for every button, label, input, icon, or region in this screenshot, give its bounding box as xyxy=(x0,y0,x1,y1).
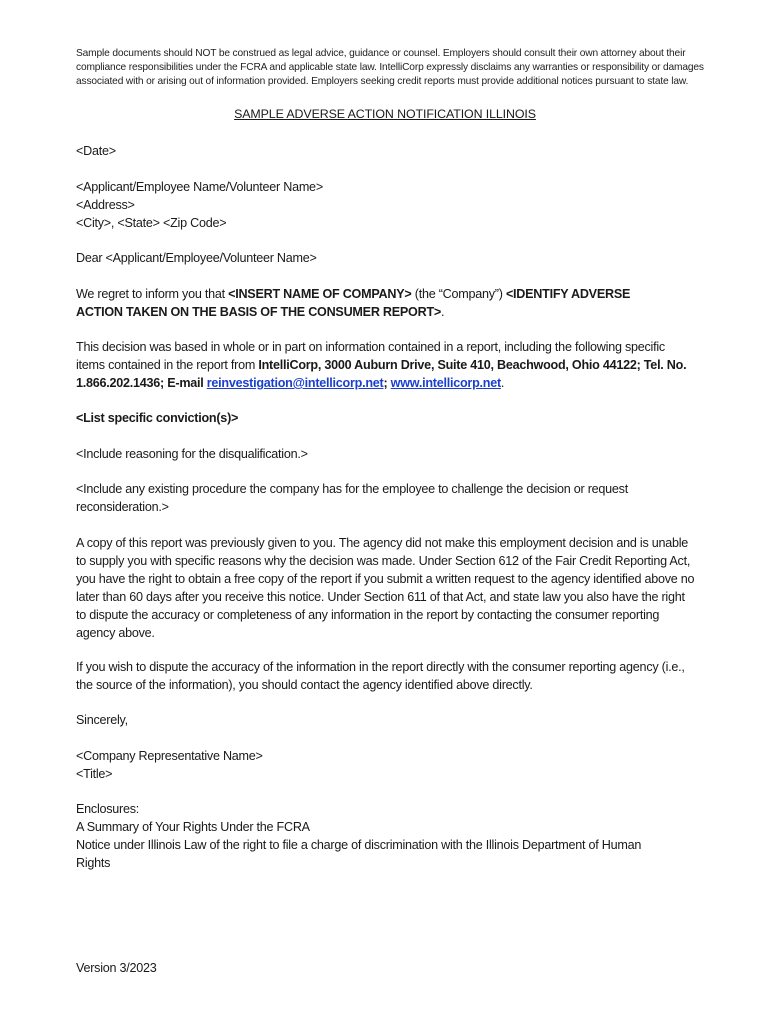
paragraph-report-source xyxy=(76,338,696,392)
recipient-name: <Applicant/Employee Name/Volunteer Name> xyxy=(76,180,323,194)
convictions-heading: <List specific conviction(s)> xyxy=(76,411,239,425)
recipient-city-state-zip: <City>, <State> <Zip Code> xyxy=(76,216,227,230)
enclosure-item: Notice under Illinois Law of the right to file a charge of discrimination with the Illinois Department of Human Rights xyxy=(76,838,642,870)
para2-end: . xyxy=(500,376,505,390)
enclosures-block xyxy=(76,800,676,872)
para2-lead: This decision was based in whole or in part on information contained in a report, including the following specific items contained in the report from xyxy=(76,340,665,372)
signature-block xyxy=(76,747,696,783)
enclosures-heading: Enclosures: xyxy=(76,802,140,816)
email-link[interactable]: reinvestigation@intellicorp.net xyxy=(206,376,384,390)
representative-title: <Title> xyxy=(76,767,113,781)
recipient-address-block xyxy=(76,178,696,232)
paragraph-dispute: If you wish to dispute the accuracy of the information in the report directly with the consumer reporting agency (i.e., the source of the information), you should contact the agency identified above directly. xyxy=(76,660,685,692)
company-placeholder: <INSERT NAME OF COMPANY> xyxy=(228,287,412,301)
paragraph-adverse-action xyxy=(76,285,656,321)
closing: Sincerely, xyxy=(76,713,128,727)
date-placeholder: <Date> xyxy=(76,144,116,158)
para1-lead: We regret to inform you that xyxy=(76,287,229,301)
enclosure-item: A Summary of Your Rights Under the FCRA xyxy=(76,820,310,834)
adverse-action-placeholder: <IDENTIFY ADVERSE ACTION TAKEN ON THE BASIS OF THE CONSUMER REPORT> xyxy=(76,287,631,319)
recipient-street: <Address> xyxy=(76,198,135,212)
procedure-placeholder: <Include any existing procedure the company has for the employee to challenge the decision or request reconsideration.> xyxy=(76,482,628,514)
para1-middle: (the “Company”) xyxy=(411,287,506,301)
document-title: SAMPLE ADVERSE ACTION NOTIFICATION ILLINOIS xyxy=(234,107,536,121)
agency-info: IntelliCorp, 3000 Auburn Drive, Suite 410, Beachwood, Ohio 44122; Tel. No. 1.866.202.1436; E-mail xyxy=(76,358,687,390)
reasoning-placeholder: <Include reasoning for the disqualification.> xyxy=(76,447,308,461)
website-link[interactable]: www.intellicorp.net xyxy=(390,376,501,390)
para1-end: . xyxy=(441,305,445,319)
legal-disclaimer: Sample documents should NOT be construed as legal advice, guidance or counsel. Employers should consult their own attorney about their compliance responsibilities under the FCRA and applicable state law. IntelliCorp expressly disclaims any warranties or responsibility or damages associated with or arising out of information provided. Employers seeking credit reports must provide additional notices pursuant to state law. xyxy=(76,48,704,87)
representative-name: <Company Representative Name> xyxy=(76,749,263,763)
link-separator: ; xyxy=(383,376,391,390)
version-footer: Version 3/2023 xyxy=(76,961,157,975)
salutation: Dear <Applicant/Employee/Volunteer Name> xyxy=(76,251,317,265)
paragraph-fcra-rights: A copy of this report was previously given to you. The agency did not make this employment decision and is unable to supply you with specific reasons why the decision was made. Under Section 612 of the Fair Credit Reporting Act, you have the right to obtain a free copy of the report if you submit a written request to the agency identified above no later than 60 days after you receive this notice. Under Section 611 of that Act, and state law you also have the right to dispute the accuracy or completeness of any information in the report by contacting the consumer reporting agency above. xyxy=(76,536,695,640)
